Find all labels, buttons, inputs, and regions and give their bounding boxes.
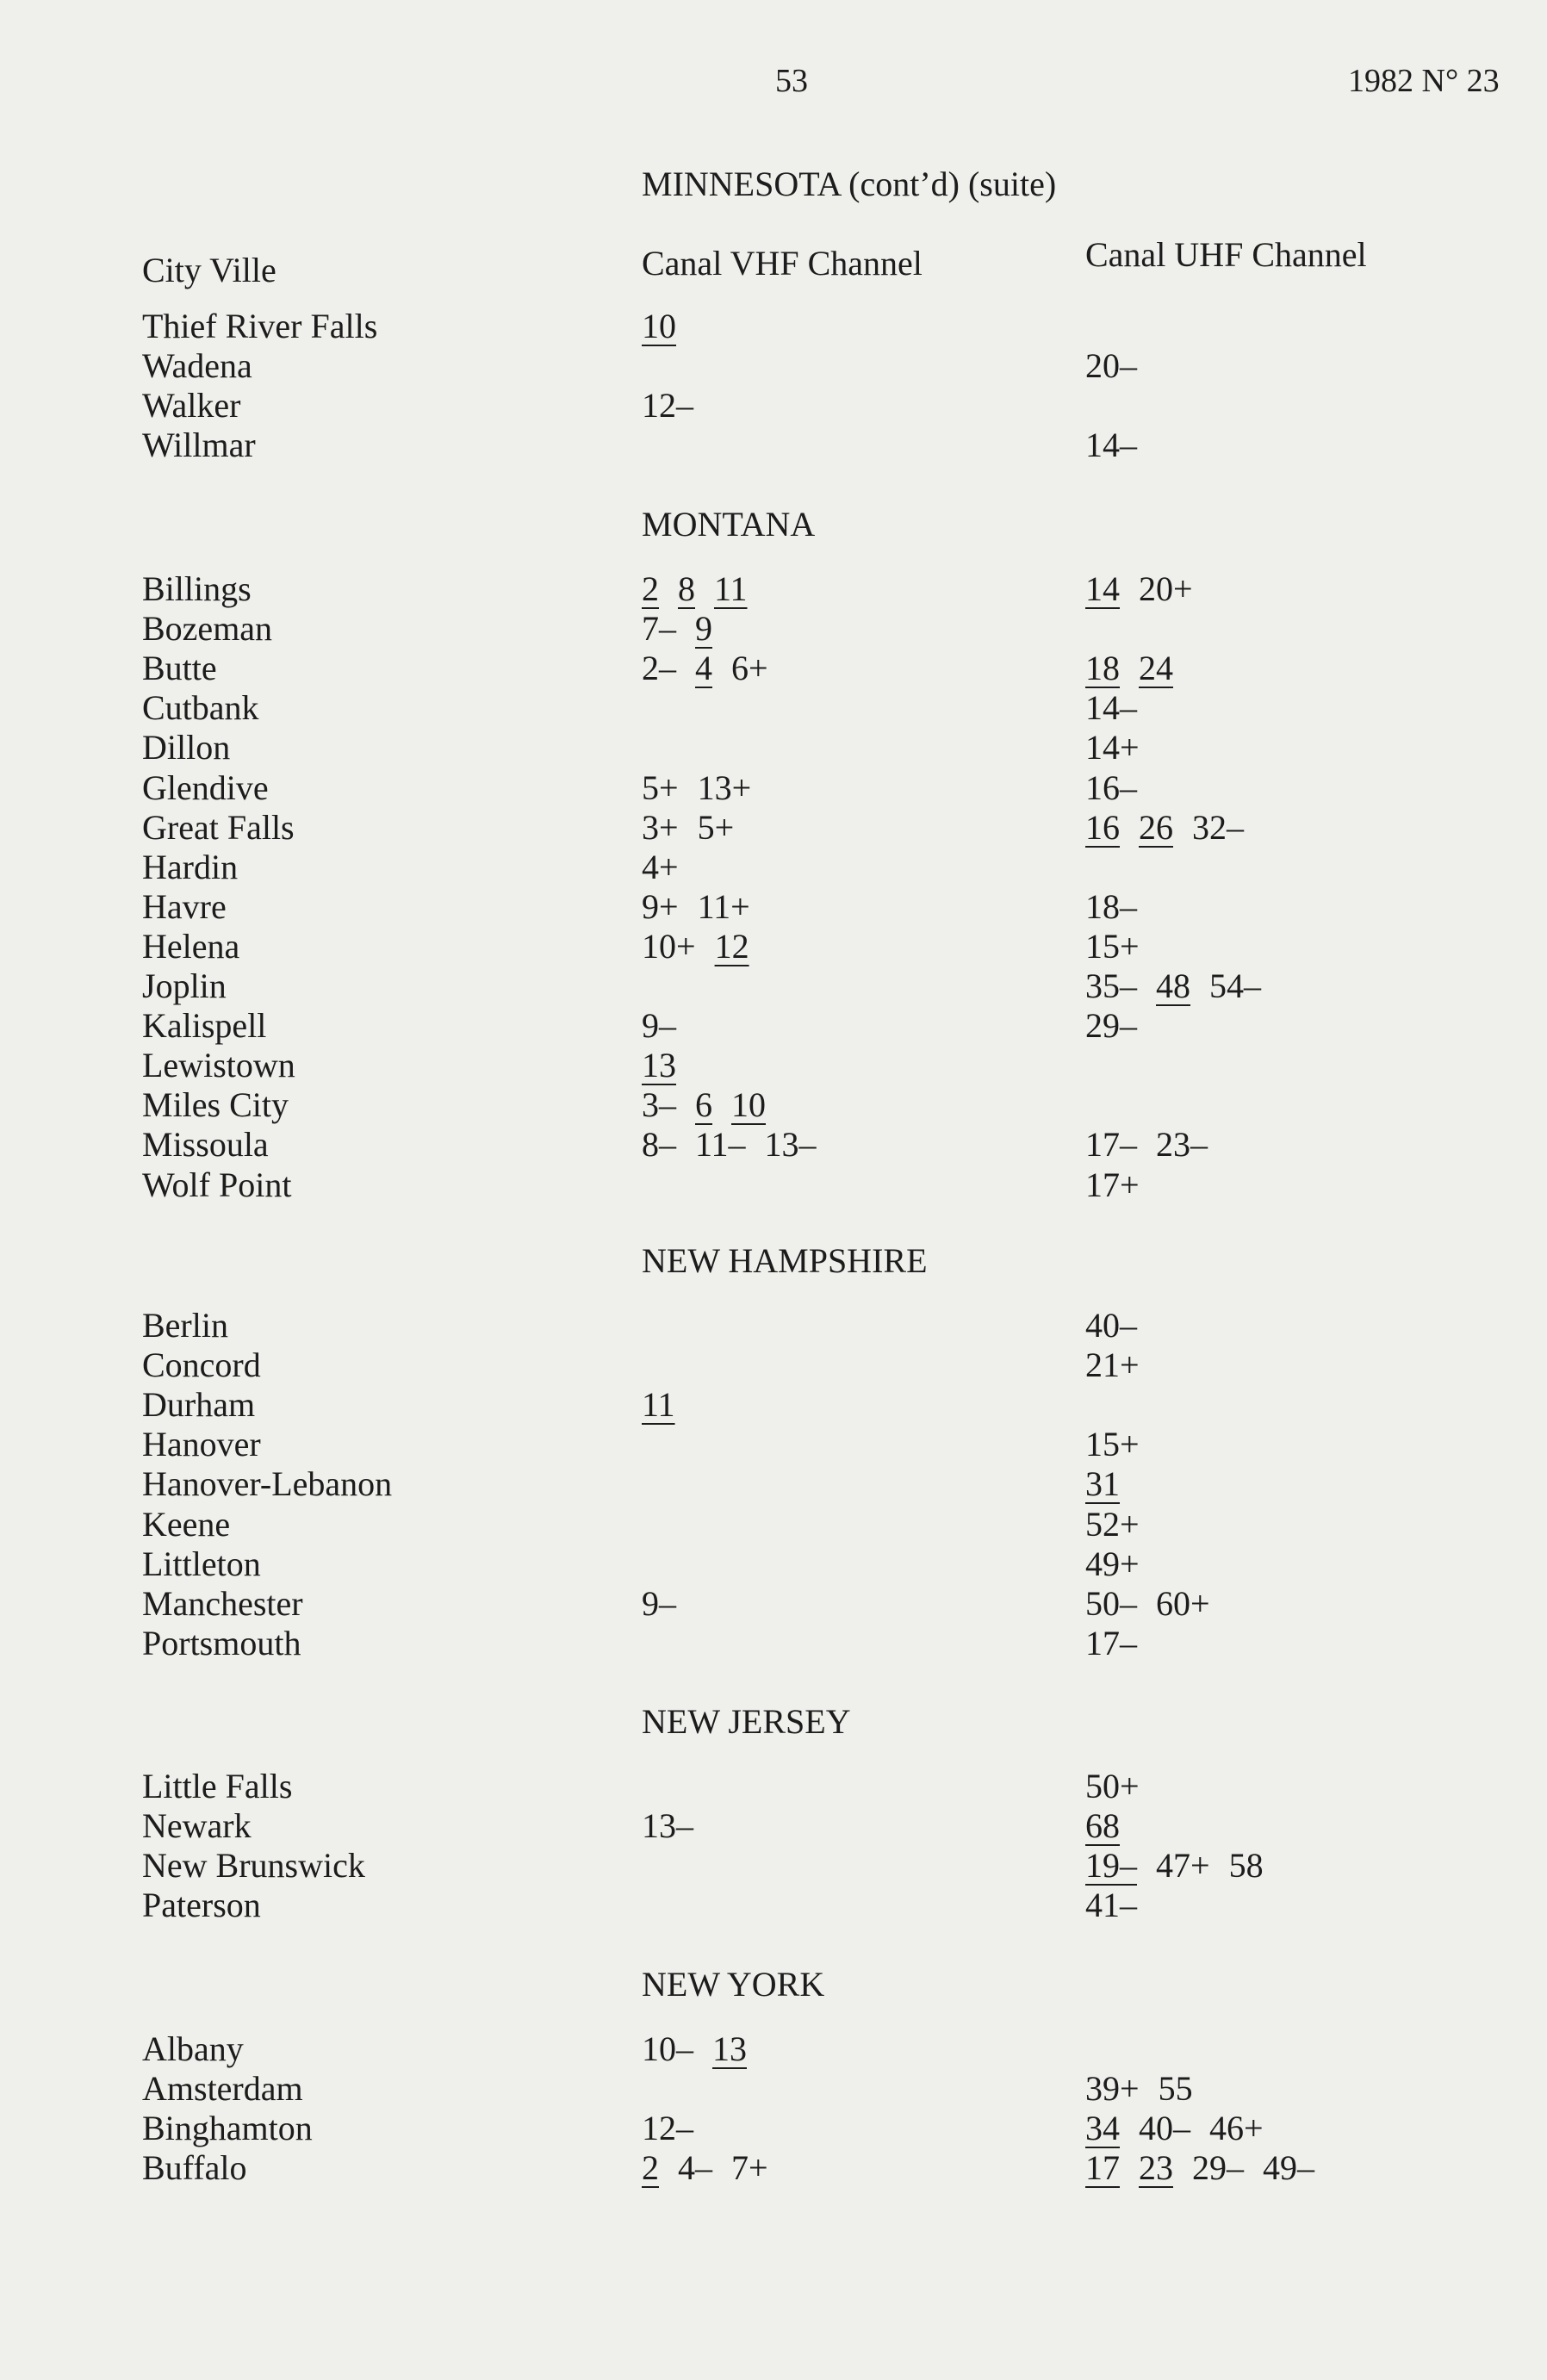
table-row bbox=[0, 306, 1547, 345]
channel-number: 13– bbox=[764, 1125, 817, 1165]
channel-number: 18 bbox=[1085, 649, 1120, 688]
uhf-channels bbox=[1085, 569, 1212, 609]
page-number: 53 bbox=[775, 63, 808, 99]
vhf-channels bbox=[642, 1583, 695, 1624]
channel-number: 16– bbox=[1085, 767, 1137, 807]
city-name: Billings bbox=[142, 569, 252, 608]
city-name: Buffalo bbox=[142, 2148, 247, 2188]
channel-number: 29– bbox=[1192, 2148, 1244, 2188]
channel-number: 39+ bbox=[1085, 2069, 1140, 2109]
channel-number: 49+ bbox=[1085, 1544, 1140, 1583]
channel-number: 14– bbox=[1085, 426, 1137, 465]
vhf-channels bbox=[642, 1805, 712, 1846]
vhf-channels bbox=[642, 807, 753, 848]
channel-number: 29– bbox=[1085, 1006, 1137, 1046]
channel-number: 15+ bbox=[1085, 1425, 1140, 1464]
uhf-channels bbox=[1085, 1005, 1156, 1046]
table-row bbox=[0, 385, 1547, 425]
table-row bbox=[0, 648, 1547, 687]
table-row bbox=[0, 1623, 1547, 1662]
uhf-channels bbox=[1085, 2147, 1333, 2188]
city-name: Wadena bbox=[142, 346, 252, 386]
channel-number: 14 bbox=[1085, 569, 1120, 608]
table-row bbox=[0, 1424, 1547, 1463]
city-name: Butte bbox=[142, 649, 217, 688]
channel-number: 17+ bbox=[1085, 1165, 1140, 1204]
uhf-channels bbox=[1085, 727, 1159, 767]
channel-number: 48 bbox=[1156, 966, 1190, 1005]
channel-number: 17– bbox=[1085, 1623, 1137, 1662]
city-name: New Brunswick bbox=[142, 1846, 365, 1886]
channel-number: 50+ bbox=[1085, 1767, 1140, 1805]
channel-number: 54– bbox=[1209, 966, 1261, 1005]
channel-number: 11 bbox=[714, 569, 748, 608]
channel-number: 12 bbox=[714, 926, 749, 966]
issue-label: 1982 N° 23 bbox=[1348, 63, 1500, 99]
city-name: Manchester bbox=[142, 1583, 303, 1623]
vhf-channels bbox=[642, 608, 731, 649]
table-row bbox=[0, 2108, 1547, 2147]
section-title: MINNESOTA (cont’d) (suite) bbox=[642, 165, 1057, 203]
uhf-channels bbox=[1085, 1805, 1139, 1846]
channel-number: 10 bbox=[642, 307, 676, 345]
table-row bbox=[0, 926, 1547, 966]
channel-number: 31 bbox=[1085, 1464, 1120, 1504]
section-title: MONTANA bbox=[642, 505, 816, 544]
city-name: Hardin bbox=[142, 847, 239, 886]
channel-number: 13 bbox=[642, 1046, 676, 1085]
channel-number: 13 bbox=[712, 2029, 747, 2068]
vhf-channels bbox=[642, 926, 768, 966]
channel-number: 11– bbox=[695, 1125, 746, 1165]
table-row bbox=[0, 767, 1547, 807]
table-row bbox=[0, 1885, 1547, 1924]
uhf-channels bbox=[1085, 1504, 1159, 1544]
channel-number: 24 bbox=[1139, 649, 1173, 688]
vhf-channels bbox=[642, 2147, 787, 2188]
uhf-channels bbox=[1085, 345, 1156, 386]
channel-number: 46+ bbox=[1209, 2109, 1264, 2148]
table-row bbox=[0, 2068, 1547, 2108]
channel-number: 5+ bbox=[697, 807, 735, 847]
vhf-channels bbox=[642, 847, 698, 887]
channel-number: 34 bbox=[1085, 2109, 1120, 2148]
city-name: Glendive bbox=[142, 767, 269, 807]
table-row bbox=[0, 345, 1547, 385]
channel-number: 6 bbox=[695, 1085, 712, 1125]
vhf-channels bbox=[642, 767, 770, 808]
city-name: Hanover-Lebanon bbox=[142, 1464, 393, 1504]
city-name: Amsterdam bbox=[142, 2069, 303, 2109]
city-name: Havre bbox=[142, 886, 227, 926]
channel-number: 3+ bbox=[642, 807, 679, 847]
city-name: Kalispell bbox=[142, 1006, 267, 1046]
table-row bbox=[0, 886, 1547, 926]
channel-number: 5+ bbox=[642, 767, 679, 807]
channel-number: 50– bbox=[1085, 1583, 1137, 1623]
vhf-channels bbox=[642, 1084, 785, 1125]
uhf-channels bbox=[1085, 425, 1156, 465]
channel-number: 13+ bbox=[697, 767, 752, 807]
channel-number: 4– bbox=[678, 2148, 712, 2188]
uhf-channels bbox=[1085, 1165, 1159, 1205]
vhf-channels bbox=[642, 2029, 766, 2069]
table-row bbox=[0, 1384, 1547, 1424]
city-name: Great Falls bbox=[142, 807, 295, 847]
uhf-channels bbox=[1085, 2108, 1283, 2148]
table-row bbox=[0, 2147, 1547, 2187]
section-title: NEW YORK bbox=[642, 1965, 825, 2004]
channel-number: 68 bbox=[1085, 1806, 1120, 1846]
vhf-channels bbox=[642, 648, 787, 688]
table-row bbox=[0, 1124, 1547, 1164]
city-name: Littleton bbox=[142, 1544, 261, 1583]
uhf-channels bbox=[1085, 648, 1192, 688]
channel-number: 55 bbox=[1158, 2069, 1193, 2109]
uhf-channels bbox=[1085, 1583, 1229, 1624]
uhf-channels bbox=[1085, 1544, 1159, 1584]
vhf-channels bbox=[642, 385, 712, 426]
table-row bbox=[0, 1544, 1547, 1583]
channel-number: 15+ bbox=[1085, 926, 1140, 966]
channel-number: 40– bbox=[1085, 1306, 1137, 1345]
table-row bbox=[0, 569, 1547, 608]
city-name: Durham bbox=[142, 1385, 256, 1425]
channel-number: 8 bbox=[678, 569, 695, 608]
column-header-uhf: Canal UHF Channel bbox=[1085, 235, 1367, 274]
city-name: Cutbank bbox=[142, 688, 259, 728]
channel-number: 12– bbox=[642, 386, 693, 426]
channel-number: 2 bbox=[642, 2148, 659, 2188]
table-row bbox=[0, 1305, 1547, 1345]
table-row bbox=[0, 608, 1547, 648]
city-name: Dillon bbox=[142, 728, 231, 767]
city-name: Keene bbox=[142, 1504, 231, 1544]
city-name: Bozeman bbox=[142, 609, 273, 649]
table-row bbox=[0, 1165, 1547, 1204]
channel-number: 9+ bbox=[642, 886, 679, 926]
channel-number: 11 bbox=[642, 1385, 675, 1425]
channel-number: 52+ bbox=[1085, 1504, 1140, 1544]
section-title: NEW JERSEY bbox=[642, 1702, 851, 1741]
city-name: Thief River Falls bbox=[142, 307, 378, 345]
vhf-channels bbox=[642, 1384, 694, 1425]
uhf-channels bbox=[1085, 1845, 1283, 1886]
channel-number: 60+ bbox=[1156, 1583, 1210, 1623]
city-name: Walker bbox=[142, 386, 241, 426]
table-row bbox=[0, 807, 1547, 847]
table-row bbox=[0, 1845, 1547, 1885]
column-header-city: City Ville bbox=[142, 251, 276, 289]
channel-number: 40– bbox=[1139, 2109, 1190, 2148]
table-row bbox=[0, 1463, 1547, 1503]
table-row bbox=[0, 425, 1547, 464]
channel-number: 14– bbox=[1085, 688, 1137, 728]
table-row bbox=[0, 1766, 1547, 1805]
vhf-channels bbox=[642, 569, 767, 609]
channel-number: 10 bbox=[731, 1085, 766, 1125]
channel-number: 20+ bbox=[1139, 569, 1193, 608]
vhf-channels bbox=[642, 306, 695, 346]
channel-number: 3– bbox=[642, 1085, 676, 1125]
channel-number: 4+ bbox=[642, 847, 679, 886]
uhf-channels bbox=[1085, 926, 1159, 966]
table-row bbox=[0, 687, 1547, 727]
city-name: Little Falls bbox=[142, 1767, 293, 1805]
city-name: Joplin bbox=[142, 966, 227, 1005]
city-name: Binghamton bbox=[142, 2109, 313, 2148]
city-name: Berlin bbox=[142, 1306, 228, 1345]
uhf-channels bbox=[1085, 767, 1156, 808]
channel-number: 58 bbox=[1228, 1846, 1264, 1886]
channel-number: 21+ bbox=[1085, 1345, 1140, 1385]
channel-number: 7+ bbox=[731, 2148, 768, 2188]
table-row bbox=[0, 1005, 1547, 1045]
uhf-channels bbox=[1085, 966, 1280, 1006]
city-name: Newark bbox=[142, 1806, 252, 1846]
vhf-channels bbox=[642, 2108, 712, 2148]
table-row bbox=[0, 1504, 1547, 1544]
city-name: Albany bbox=[142, 2029, 244, 2068]
table-row bbox=[0, 1045, 1547, 1084]
uhf-channels bbox=[1085, 886, 1156, 927]
channel-number: 35– bbox=[1085, 966, 1137, 1005]
channel-number: 23 bbox=[1139, 2148, 1173, 2188]
channel-number: 11+ bbox=[697, 886, 750, 926]
uhf-channels bbox=[1085, 1766, 1159, 1806]
vhf-channels bbox=[642, 1005, 695, 1046]
table-row bbox=[0, 1805, 1547, 1845]
channel-number: 7– bbox=[642, 609, 676, 649]
uhf-channels bbox=[1085, 2068, 1212, 2109]
uhf-channels bbox=[1085, 1424, 1159, 1464]
channel-number: 8– bbox=[642, 1125, 676, 1165]
uhf-channels bbox=[1085, 1124, 1227, 1165]
channel-number: 10+ bbox=[642, 926, 696, 966]
channel-number: 32– bbox=[1192, 807, 1244, 847]
city-name: Miles City bbox=[142, 1085, 289, 1125]
channel-number: 16 bbox=[1085, 807, 1120, 847]
city-name: Paterson bbox=[142, 1886, 261, 1925]
column-header-vhf: Canal VHF Channel bbox=[642, 244, 923, 283]
table-row bbox=[0, 966, 1547, 1005]
channel-number: 23– bbox=[1156, 1125, 1208, 1165]
uhf-channels bbox=[1085, 1623, 1156, 1663]
uhf-channels bbox=[1085, 1885, 1156, 1925]
table-row bbox=[0, 1084, 1547, 1124]
channel-number: 12– bbox=[642, 2109, 693, 2148]
channel-number: 26 bbox=[1139, 807, 1173, 847]
channel-number: 14+ bbox=[1085, 728, 1140, 767]
uhf-channels bbox=[1085, 1305, 1156, 1345]
city-name: Wolf Point bbox=[142, 1165, 292, 1204]
channel-number: 9– bbox=[642, 1006, 676, 1046]
uhf-channels bbox=[1085, 1345, 1159, 1385]
table-row bbox=[0, 2029, 1547, 2068]
vhf-channels bbox=[642, 1045, 695, 1085]
section-title: NEW HAMPSHIRE bbox=[642, 1241, 928, 1280]
channel-number: 9– bbox=[642, 1583, 676, 1623]
channel-number: 6+ bbox=[731, 649, 768, 688]
channel-number: 17 bbox=[1085, 2148, 1120, 2188]
city-name: Portsmouth bbox=[142, 1623, 301, 1662]
channel-number: 41– bbox=[1085, 1886, 1137, 1925]
channel-number: 2 bbox=[642, 569, 659, 608]
channel-number: 9 bbox=[695, 609, 712, 649]
table-row bbox=[0, 1345, 1547, 1384]
city-name: Helena bbox=[142, 926, 240, 966]
channel-number: 13– bbox=[642, 1806, 693, 1846]
city-name: Lewistown bbox=[142, 1046, 295, 1085]
city-name: Concord bbox=[142, 1345, 261, 1385]
channel-number: 10– bbox=[642, 2029, 693, 2068]
channel-number: 17– bbox=[1085, 1125, 1137, 1165]
uhf-channels bbox=[1085, 1463, 1139, 1504]
channel-number: 18– bbox=[1085, 886, 1137, 926]
channel-number: 49– bbox=[1263, 2148, 1314, 2188]
channel-number: 47+ bbox=[1156, 1846, 1210, 1886]
channel-number: 4 bbox=[695, 649, 712, 688]
vhf-channels bbox=[642, 886, 769, 927]
table-row bbox=[0, 1583, 1547, 1623]
channel-number: 19– bbox=[1085, 1846, 1137, 1886]
uhf-channels bbox=[1085, 807, 1263, 848]
vhf-channels bbox=[642, 1124, 836, 1165]
table-row bbox=[0, 847, 1547, 886]
city-name: Missoula bbox=[142, 1125, 269, 1165]
uhf-channels bbox=[1085, 687, 1156, 728]
city-name: Hanover bbox=[142, 1425, 261, 1464]
channel-number: 20– bbox=[1085, 346, 1137, 386]
channel-number: 2– bbox=[642, 649, 676, 688]
table-row bbox=[0, 727, 1547, 767]
city-name: Willmar bbox=[142, 426, 256, 465]
